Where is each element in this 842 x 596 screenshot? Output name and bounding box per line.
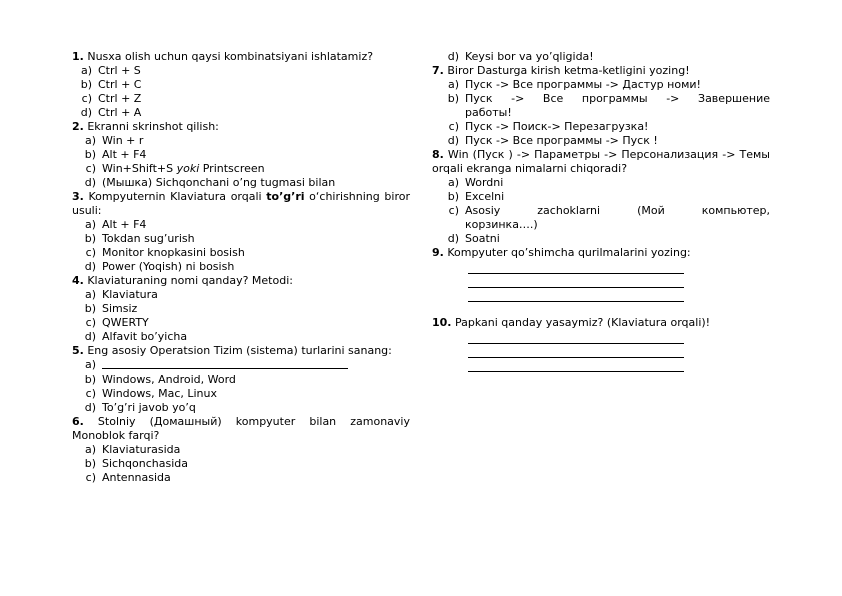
question-6: 6. Stolniy (Домашный) kompyuter bilan zamonaviy Monoblok farqi? (72, 415, 410, 442)
option-3c: c) Monitor knopkasini bosish (85, 246, 245, 259)
question-8: 8. Win (Пуск ) -> Параметры -> Персонализация -> Темы orqali ekranga nimalarni chiqoradi? (432, 148, 770, 175)
answer-line-10-2[interactable] (468, 344, 684, 358)
option-6a: a) Klaviaturasida (84, 443, 181, 456)
question-4: 4. Klaviaturaning nomi qanday? Metodi: (72, 274, 293, 287)
option-2b: b) Alt + F4 (84, 148, 147, 161)
answer-blank-5a[interactable] (102, 358, 348, 369)
option-8c: c) Asosiy zachoklarni (Мой компьютер, корзинка….) (448, 204, 770, 231)
option-5b: b) Windows, Android, Word (84, 373, 236, 386)
option-5d: d) To’g’ri javob yo’q (84, 401, 196, 414)
question-5: 5. Eng asosiy Operatsion Tizim (sistema) turlarini sanang: (72, 344, 392, 357)
option-7d: d) Пуск -> Все программы -> Пуск ! (447, 134, 658, 147)
answer-line-10-3[interactable] (468, 358, 684, 372)
option-3d: d) Power (Yoqish) ni bosish (84, 260, 235, 273)
option-8b: b) Excelni (447, 190, 505, 203)
option-6d: d) Keysi bor va yo’qligida! (447, 50, 594, 63)
answer-line-9-1[interactable] (468, 260, 684, 274)
right-column (432, 50, 770, 372)
option-5c: c) Windows, Mac, Linux (85, 387, 218, 400)
question-1: 1. Nusxa olish uchun qaysi kombinatsiyani ishlatamiz? (72, 50, 374, 63)
option-5a: a) (79, 358, 410, 373)
option-2d: d) (Мышка) Sichqonchani o’ng tugmasi bilan (84, 176, 336, 189)
option-3a: a) Alt + F4 (84, 218, 147, 231)
option-1b: b) Ctrl + C (80, 78, 142, 91)
option-4c: c) QWERTY (85, 316, 149, 329)
option-7b: b) Пуск -> Все программы -> Завершение работы! (447, 92, 770, 119)
option-4b: b) Simsiz (84, 302, 138, 315)
answer-line-10-1[interactable] (468, 330, 684, 344)
question-2: 2. Ekranni skrinshot qilish: (72, 120, 219, 133)
option-1a: a) Ctrl + S (80, 64, 141, 77)
question-10: 10. Papkani qanday yasaymiz? (Klaviatura orqali)! (432, 316, 711, 329)
option-7c: c) Пуск -> Поиск-> Перезагрузка! (448, 120, 649, 133)
option-7a: a) Пуск -> Все программы -> Дастур номи! (447, 78, 701, 91)
option-1d: d) Ctrl + A (80, 106, 142, 119)
left-column (72, 50, 410, 485)
option-6c: c) Antennasida (85, 471, 171, 484)
answer-line-9-3[interactable] (468, 288, 684, 302)
option-2a: a) Win + r (84, 134, 144, 147)
question-3: 3. Kompyuternin Klaviatura orqali to’g’ri o‘chirishning biror usuli: (72, 190, 410, 217)
option-4a: a) Klaviatura (84, 288, 158, 301)
option-8d: d) Soatni (447, 232, 500, 245)
question-9: 9. Kompyuter qo’shimcha qurilmalarini yozing: (432, 246, 691, 259)
option-4d: d) Alfavit bo’yicha (84, 330, 188, 343)
option-6b: b) Sichqonchasida (84, 457, 189, 470)
option-1c: c) Ctrl + Z (81, 92, 142, 105)
question-7: 7. Biror Dasturga kirish ketma-ketligini yozing! (432, 64, 690, 77)
option-3b: b) Tokdan sug’urish (84, 232, 195, 245)
option-2c: c) Win+Shift+S yoki Printscreen (85, 162, 265, 175)
answer-line-9-2[interactable] (468, 274, 684, 288)
option-8a: a) Wordni (447, 176, 504, 189)
